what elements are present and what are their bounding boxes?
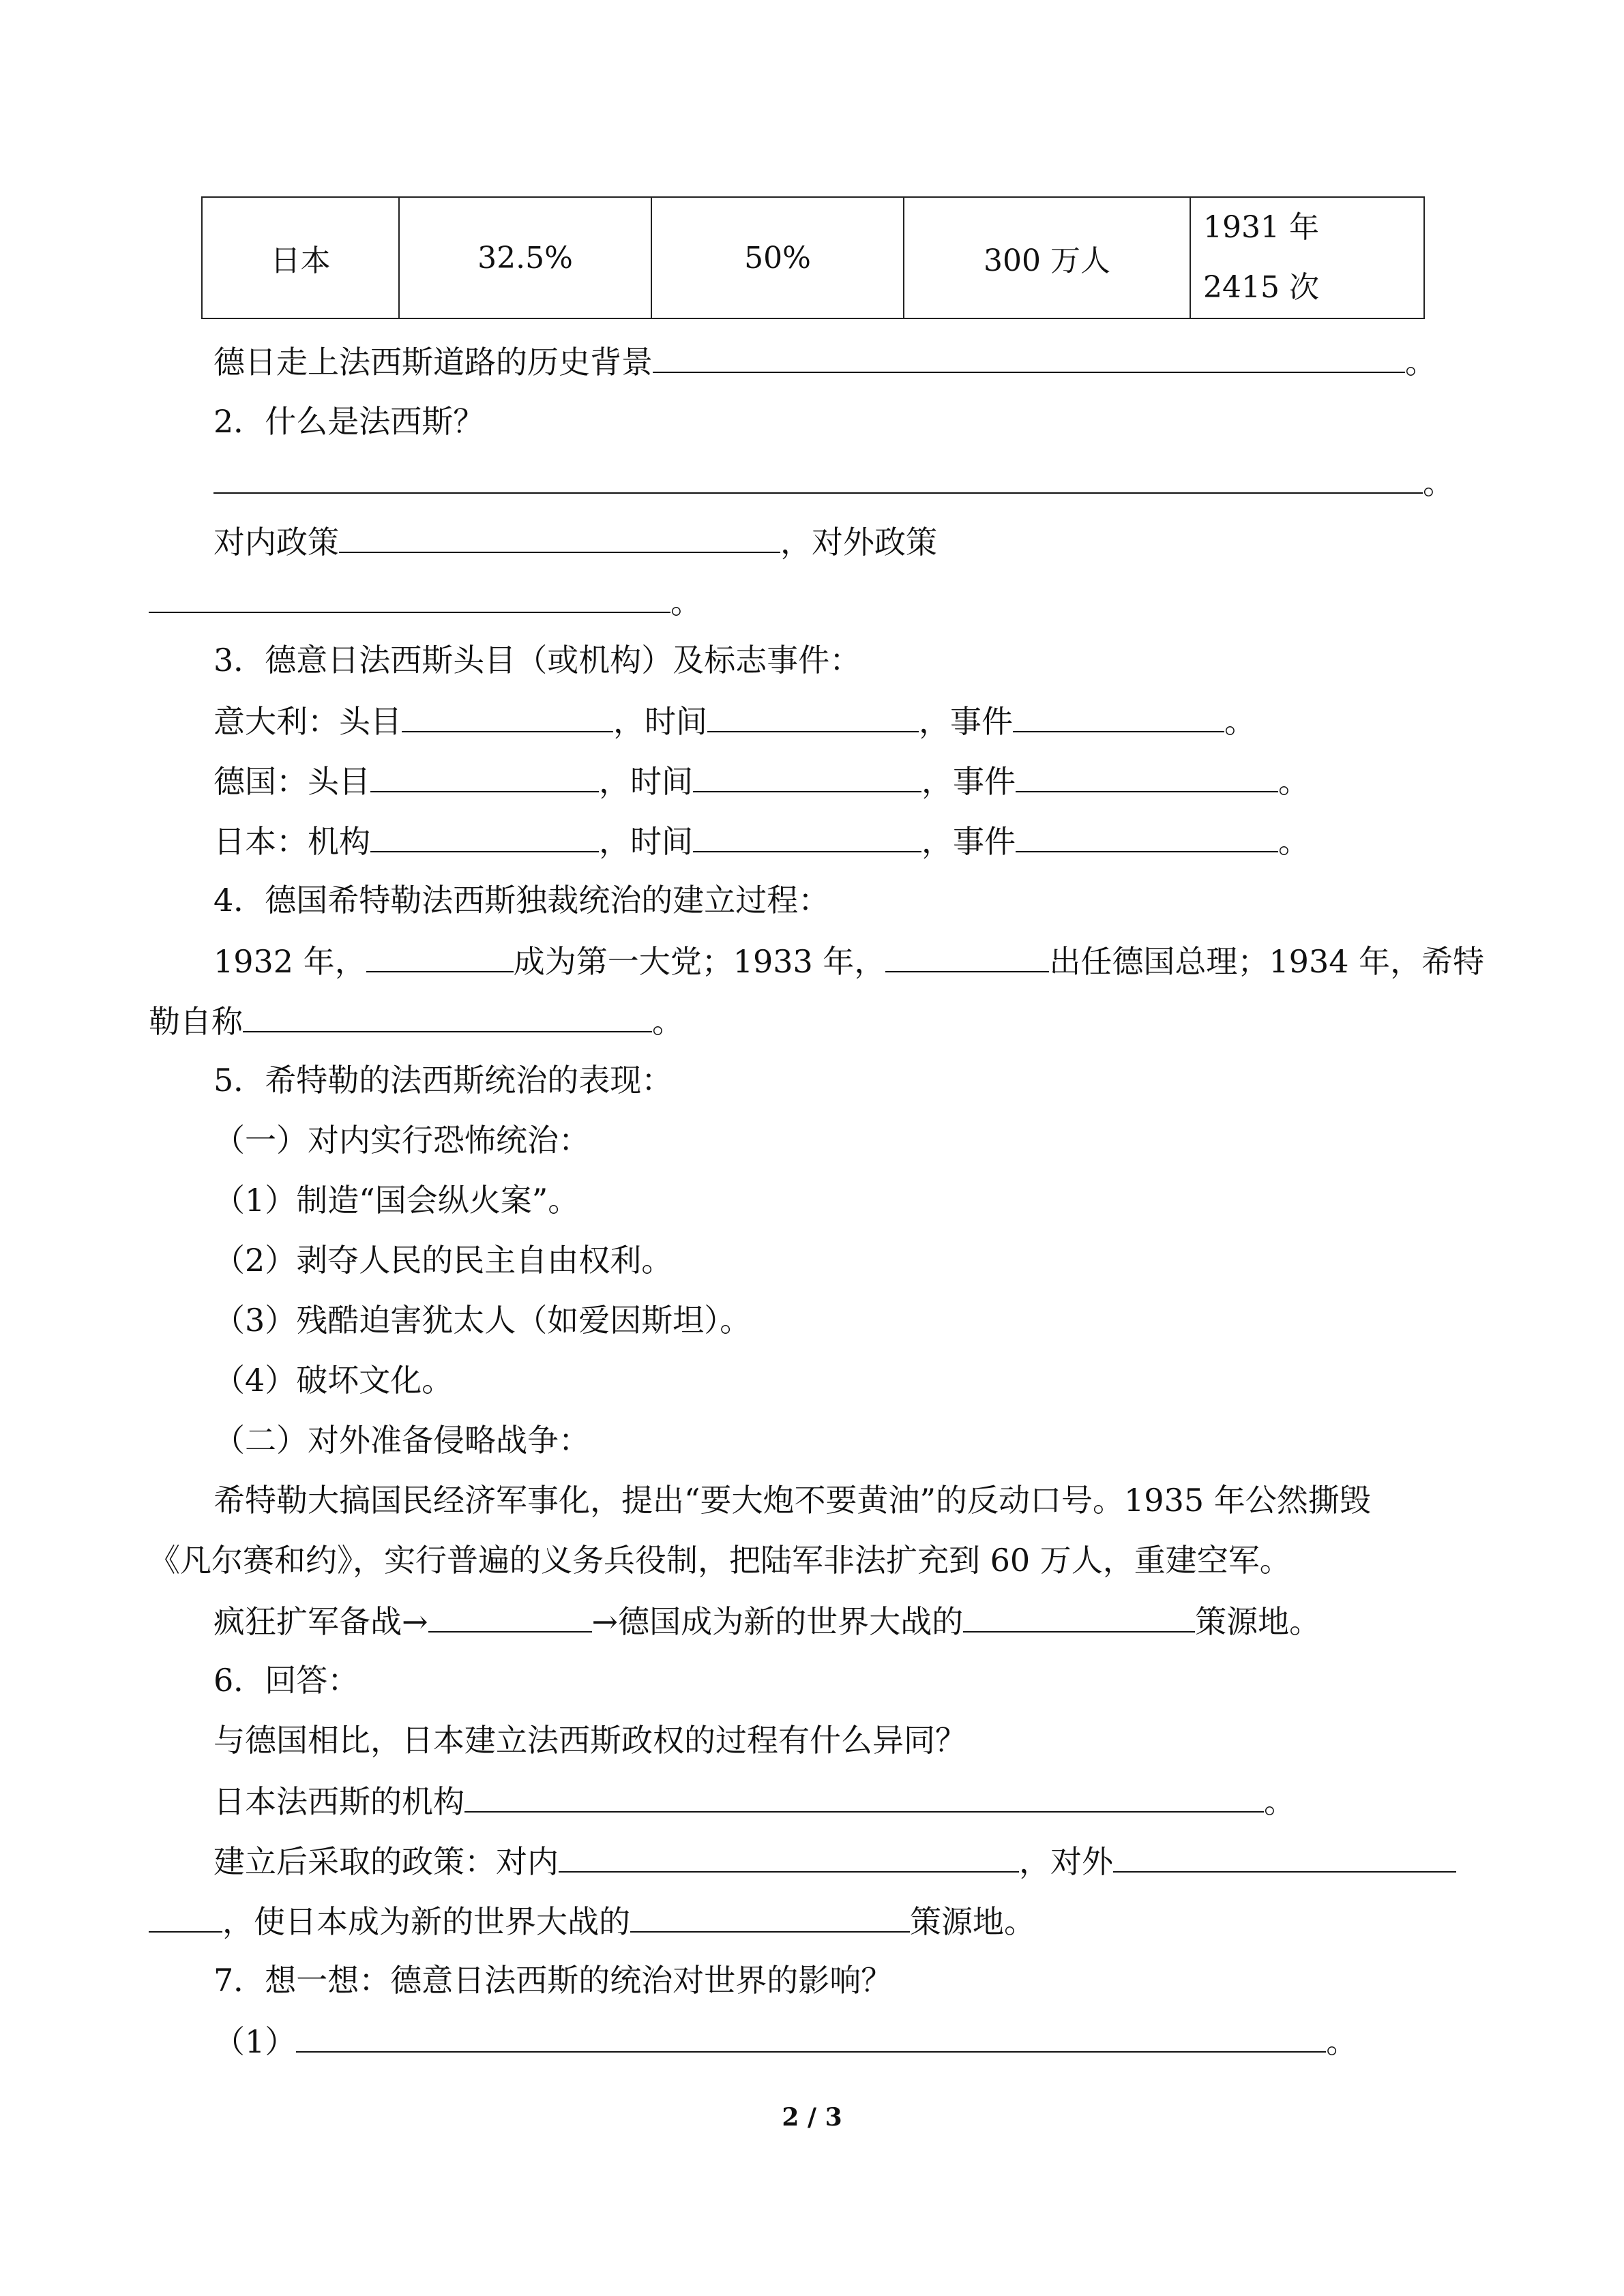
section-domestic: （一）对内实行恐怖统治： — [213, 1122, 590, 1159]
answer-blank[interactable] — [339, 522, 780, 553]
item-3: （3）残酷迫害犹太人（如爱因斯坦）。 — [213, 1302, 752, 1339]
prompt-background: 德日走上法西斯道路的历史背景 — [213, 344, 653, 381]
line-background — [213, 342, 1436, 381]
label-outer-policy: ，对外政策 — [780, 524, 937, 561]
question-4: 4．德国希特勒法西斯独裁统治的建立过程： — [213, 882, 830, 919]
label-domestic: 建立后采取的政策：对内 — [213, 1843, 559, 1880]
answer-blank[interactable] — [149, 582, 670, 613]
answer-blank[interactable] — [402, 701, 613, 732]
label-source: 策源地。 — [1195, 1603, 1321, 1640]
label-self-title: 勒自称 — [149, 1003, 243, 1040]
line-impact-1 — [213, 2021, 1357, 2061]
question-7: 7．想一想：德意日法西斯的统治对世界的影响？ — [213, 1962, 893, 1999]
label-1932: 1932 年， — [213, 943, 366, 980]
line-italy — [213, 701, 1256, 741]
table-cell-year-count — [1190, 197, 1424, 318]
line-policies — [213, 522, 937, 561]
line-fascism-answer — [213, 462, 1454, 502]
table-cell: 50% — [651, 197, 904, 318]
label-1933: 成为第一大党；1933 年， — [513, 943, 886, 980]
label-1934: 出任德国总理；1934 年，希特 — [1049, 943, 1485, 980]
line-war-source — [213, 1601, 1320, 1641]
answer-blank[interactable] — [707, 701, 919, 732]
label-foreign: ，对外 — [1019, 1843, 1113, 1880]
answer-blank[interactable] — [693, 761, 921, 792]
line-japan-source — [149, 1901, 1035, 1941]
line-hitler-title — [149, 1001, 683, 1041]
question-3: 3．德意日法西斯头目（或机构）及标志事件： — [213, 642, 861, 679]
line-japan-policies — [213, 1841, 1456, 1881]
label-inner-policy: 对内政策 — [213, 524, 339, 561]
label-event: ，事件 — [921, 823, 1016, 860]
answer-blank[interactable] — [1013, 701, 1224, 732]
page-number: 2 / 3 — [782, 2103, 842, 2132]
answer-blank[interactable] — [885, 941, 1049, 972]
period: 。 — [1224, 703, 1256, 740]
answer-blank[interactable] — [149, 1901, 222, 1933]
answer-blank[interactable] — [963, 1601, 1195, 1632]
answer-blank[interactable] — [693, 821, 921, 852]
label-germany-became: →德国成为新的世界大战的 — [591, 1603, 964, 1640]
table-cell: 300 万人 — [904, 197, 1190, 318]
label-impact-1: （1） — [213, 2023, 297, 2060]
answer-blank[interactable] — [213, 462, 1423, 494]
answer-blank[interactable] — [366, 941, 514, 972]
table-cell-country: 日本 — [202, 197, 399, 318]
line-germany — [213, 761, 1310, 801]
period: 。 — [670, 584, 702, 621]
line-japan-institution — [213, 1781, 1295, 1821]
label-arms-race: 疯狂扩军备战→ — [213, 1603, 428, 1640]
period: 。 — [1326, 2023, 1358, 2060]
section-foreign: （二）对外准备侵略战争： — [213, 1422, 590, 1459]
question-6-prompt: 与德国相比，日本建立法西斯政权的过程有什么异同？ — [213, 1722, 966, 1759]
table-row — [202, 197, 1424, 318]
answer-blank[interactable] — [559, 1841, 1019, 1873]
item-1: （1）制造“国会纵火案”。 — [213, 1182, 580, 1219]
label-japan-institution: 日本法西斯的机构 — [213, 1783, 464, 1820]
period: 。 — [1278, 823, 1310, 860]
label-italy: 意大利：头目 — [213, 703, 402, 740]
label-japan-became: ，使日本成为新的世界大战的 — [222, 1903, 630, 1940]
answer-blank[interactable] — [296, 2021, 1326, 2053]
answer-blank[interactable] — [243, 1001, 652, 1032]
period: 。 — [1264, 1783, 1295, 1820]
line-japan — [213, 821, 1310, 861]
answer-blank[interactable] — [1113, 1841, 1456, 1873]
answer-blank[interactable] — [370, 761, 599, 792]
line-outer-policy-answer — [149, 582, 702, 621]
label-time: ，时间 — [599, 823, 693, 860]
label-japan: 日本：机构 — [213, 823, 370, 860]
table-cell-count: 2415 次 — [1203, 270, 1319, 305]
paragraph-militarization-2: 《凡尔赛和约》，实行普遍的义务兵役制，把陆军非法扩充到 60 万人，重建空军。 — [149, 1542, 1291, 1579]
item-2: （2）剥夺人民的民主自由权利。 — [213, 1242, 673, 1279]
answer-blank[interactable] — [464, 1781, 1264, 1813]
answer-blank[interactable] — [1016, 761, 1278, 792]
item-4: （4）破坏文化。 — [213, 1362, 454, 1399]
label-source: 策源地。 — [910, 1903, 1035, 1940]
answer-blank[interactable] — [370, 821, 599, 852]
label-event: ，事件 — [919, 703, 1013, 740]
label-event: ，事件 — [921, 763, 1016, 800]
answer-blank[interactable] — [1016, 821, 1278, 852]
table-cell-year: 1931 年 — [1203, 210, 1319, 245]
label-time: ，时间 — [599, 763, 693, 800]
statistics-table — [201, 196, 1425, 319]
answer-blank[interactable] — [630, 1901, 910, 1933]
question-2: 2．什么是法西斯？ — [213, 403, 485, 440]
period: 。 — [652, 1003, 683, 1040]
question-5: 5．希特勒的法西斯统治的表现： — [213, 1062, 673, 1099]
period: 。 — [1278, 763, 1310, 800]
line-hitler-rise — [213, 941, 1484, 981]
answer-blank[interactable] — [653, 342, 1405, 373]
period: 。 — [1405, 344, 1436, 381]
answer-blank[interactable] — [428, 1601, 592, 1632]
label-germany: 德国：头目 — [213, 763, 370, 800]
question-6: 6．回答： — [213, 1662, 359, 1699]
paragraph-militarization-1: 希特勒大搞国民经济军事化，提出“要大炮不要黄油”的反动口号。1935 年公然撕毁 — [213, 1482, 1371, 1519]
period: 。 — [1423, 464, 1454, 501]
table-cell: 32.5% — [399, 197, 651, 318]
label-time: ，时间 — [613, 703, 707, 740]
